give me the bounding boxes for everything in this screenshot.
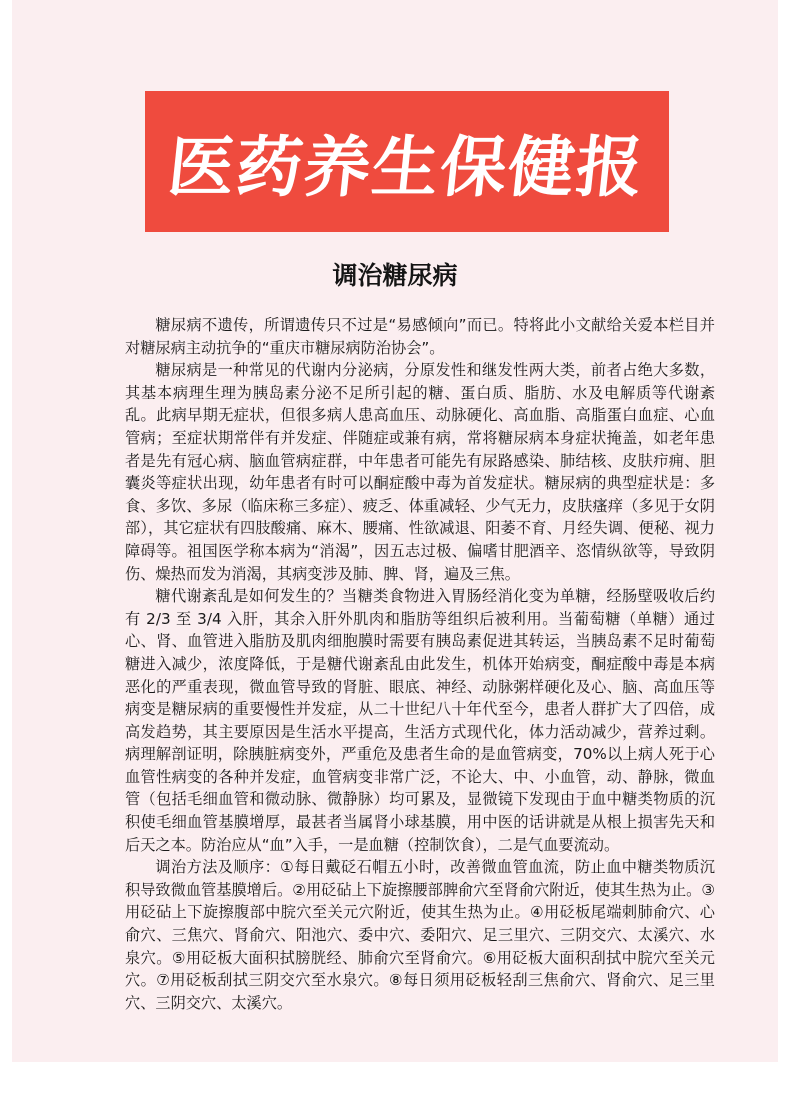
article-paragraph: 糖代谢紊乱是如何发生的？当糖类食物进入胃肠经消化变为单糖，经肠壁吸收后约有 2/3 至 3/4 入肝，其余入肝外肌肉和脂肪等组织后被利用。当葡萄糖（单糖）通过心、肾、血管进入脂肪及肌肉细胞膜时需要有胰岛素促进其转运，当胰岛素不足时葡萄糖进入减少，浓度降低，于是糖代谢紊乱由此发生，机体开始病变，酮症酸中毒是本病恶化的严重表现，微血管导致的肾脏、眼底、神经、动脉粥样硬化及心、脑、高血压等病变是糖尿病的重要慢性并发症，从二十世纪八十年代至今，患者人群扩大了四倍，成高发趋势，其主要原因是生活水平提高，生活方式现代化，体力活动减少，营养过剩。病理解剖证明，除胰脏病变外，严重危及患者生命的是血管病变，70%以上病人死于心血管性病变的各种并发症，血管病变非常广泛，不论大、中、小血管，动、静脉，微血管（包括毛细血管和微动脉、微静脉）均可累及，显微镜下发现由于血中糖类物质的沉积使毛细血管基膜增厚，最甚者当属肾小球基膜，用中医的话讲就是从根上损害先天和后天之本。防治应从“血”入手，一是血糖（控制饮食），二是气血要流动。 [125, 587, 715, 854]
newspaper-page [12, 0, 778, 1062]
article-paragraph: 糖尿病不遗传，所谓遗传只不过是“易感倾向”而已。特将此小文献给关爱本栏目并对糖尿病主动抗争的“重庆市糖尿病防治协会”。 [125, 316, 715, 357]
masthead-banner [145, 91, 669, 232]
article-paragraph: 调治方法及顺序：①每日戴砭石帽五小时，改善微血管血流，防止血中糖类物质沉积导致微血管基膜增后。②用砭砧上下旋擦腰部脾俞穴至肾俞穴附近，使其生热为止。③用砭砧上下旋擦腹部中脘穴至关元穴附近，使其生热为止。④用砭板尾端刺肺俞穴、心俞穴、三焦穴、肾俞穴、阳池穴、委中穴、委阳穴、足三里穴、三阴交穴、太溪穴、水泉穴。⑤用砭板大面积拭膀胱经、肺俞穴至肾俞穴。⑥用砭板大面积刮拭中脘穴至关元穴。⑦用砭板刮拭三阴交穴至水泉穴。⑧每日须用砭板轻刮三焦俞穴、肾俞穴、足三里穴、三阴交穴、太溪穴。 [125, 858, 715, 1012]
article-paragraph: 糖尿病是一种常见的代谢内分泌病，分原发性和继发性两大类，前者占绝大多数，其基本病理生理为胰岛素分泌不足所引起的糖、蛋白质、脂肪、水及电解质等代谢紊乱。此病早期无症状，但很多病人患高血压、动脉硬化、高血脂、高脂蛋白血症、心血管病；至症状期常伴有并发症、伴随症或兼有病，常将糖尿病本身症状掩盖，如老年患者是先有冠心病、脑血管病症群，中年患者可能先有尿路感染、肺结核、皮肤疖痈、胆囊炎等症状出现，幼年患者有时可以酮症酸中毒为首发症状。糖尿病的典型症状是：多食、多饮、多尿（临床称三多症）、疲乏、体重减轻、少气无力，皮肤瘙痒（多见于女阴部），其它症状有四肢酸痛、麻木、腰痛、性欲减退、阳萎不育、月经失调、便秘、视力障碍等。祖国医学称本病为“消渴”，因五志过极、偏嗜甘肥酒辛、恣情纵欲等，导致阴伤、燥热而发为消渴，其病变涉及肺、脾、肾，遍及三焦。 [125, 361, 715, 583]
article-body [125, 314, 715, 1014]
masthead-title: 医药养生保健报 [164, 128, 649, 206]
article-title: 调治糖尿病 [332, 261, 458, 290]
